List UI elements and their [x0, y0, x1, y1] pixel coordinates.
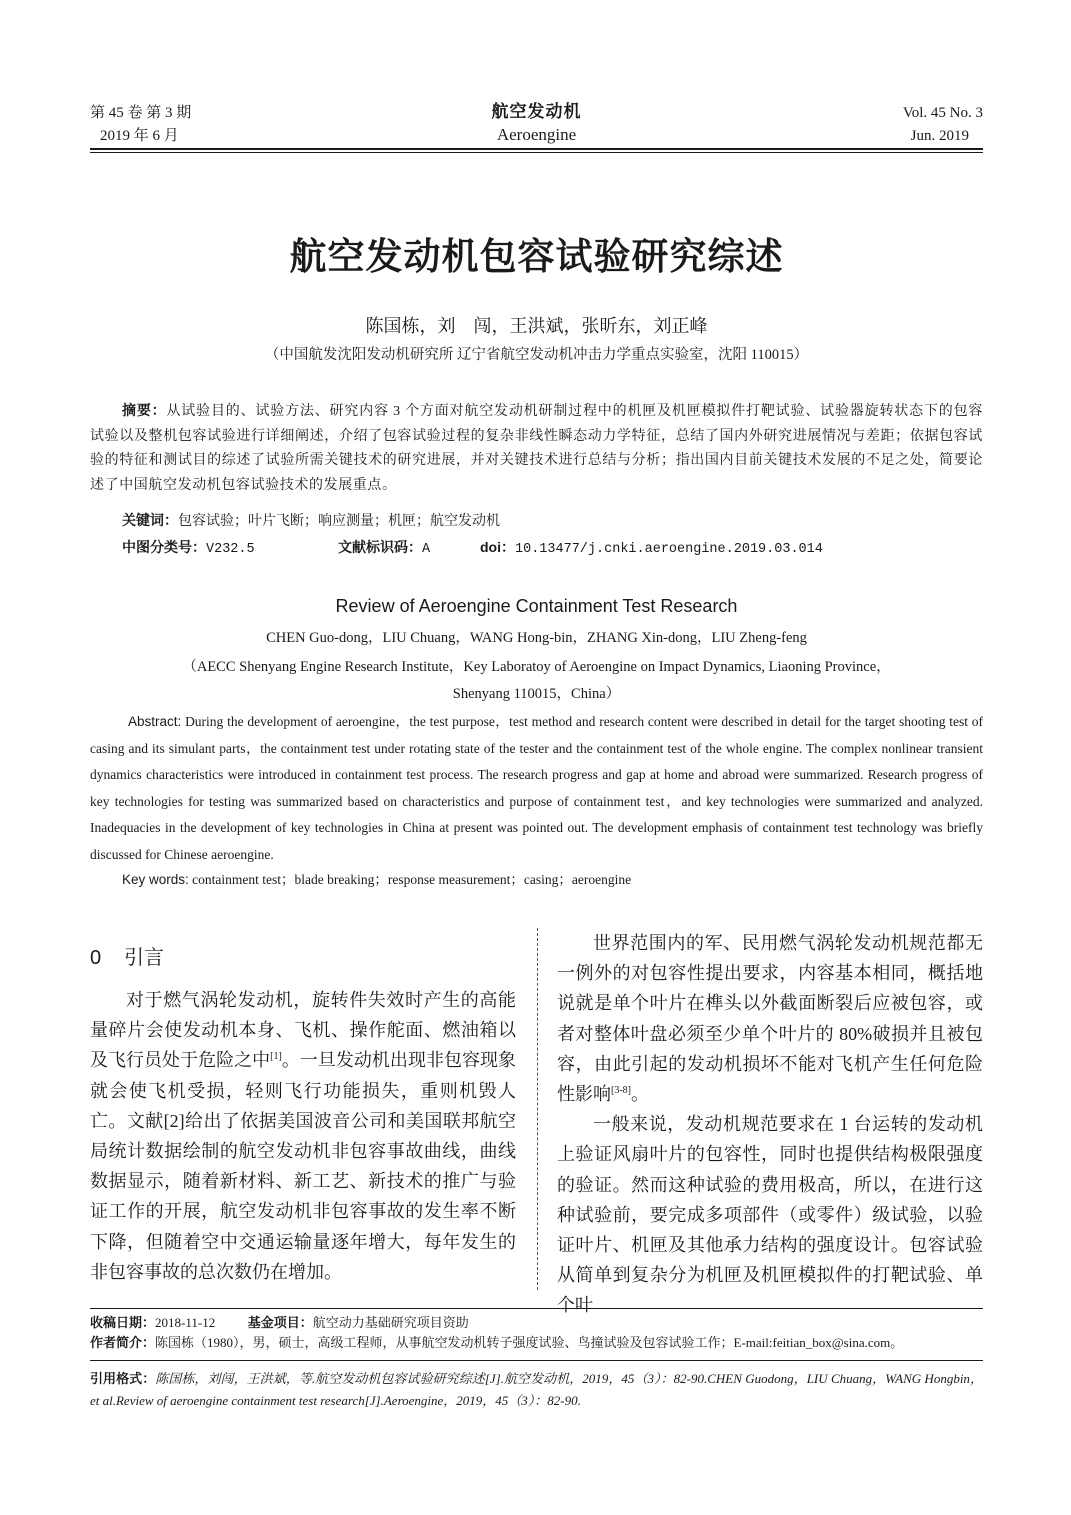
citation-ref[interactable]: [1]: [270, 1051, 282, 1063]
volume-issue-en: [903, 102, 983, 148]
keywords-cn-text: 包容试验；叶片飞断；响应测量；机匣；航空发动机: [178, 514, 500, 529]
abstract-en-label: Abstract:: [128, 714, 182, 729]
received-label: 收稿日期：: [90, 1315, 156, 1330]
affiliation-en-line2: Shenyang 110015，China）: [452, 686, 621, 702]
footnote-author: [90, 1333, 983, 1353]
journal-header: [90, 100, 983, 152]
paper-title-cn: 航空发动机包容试验研究综述: [289, 237, 784, 278]
keywords-en: [122, 868, 982, 888]
paragraph-text: 对于燃气涡轮发动机，旋转件失效时产生的高能量碎片会使发动机本身、飞机、操作舵面、燃油箱以及飞行员处于危险之中: [90, 990, 516, 1071]
volume-line: 第 45 卷 第 3 期: [90, 105, 192, 121]
paragraph-text-cont: 。一旦发动机出现非包容现象就会使飞机受损，轻则飞行功能损失，重则机毁人亡。文献[2]给出了依据美国波音公司和美国联邦航空局统计数据绘制的航空发动机非包容事故曲线，曲线数据显示，随着新材料、新工艺、新技术的推广与验证工作的开展，航空发动机非包容事故的发生率不断下降，但随着空中交通运输量逐年增大，每年发生的非包容事故的总次数仍在增加。: [90, 1050, 517, 1282]
clc-value: V232.5: [206, 542, 255, 557]
classification-line: [122, 537, 982, 559]
body-column-left: [90, 928, 516, 1287]
fund-label: 基金项目：: [247, 1315, 313, 1330]
citation-rule: [90, 1360, 983, 1361]
document-code-label: 文献标识码：: [338, 539, 422, 555]
keywords-en-text: containment test；blade breaking；response measurement；casing；aeroengine: [192, 872, 632, 887]
paper-title-en: Review of Aeroengine Containment Test Research: [335, 596, 738, 616]
author-bio-label: 作者简介：: [90, 1335, 156, 1350]
abstract-cn-text: 从试验目的、试验方法、研究内容 3 个方面对航空发动机研制过程中的机匣及机匣模拟件打靶试验、试验器旋转状态下的包容试验以及整机包容试验进行详细阐述，介绍了包容试验过程的复杂非线性瞬态动力学特征，总结了国内外研究进展情况与差距；依据包容试验的特征和测试目的综述了试验所需关键技术的研究进展，并对关键技术进行总结与分析；指出国内目前关键技术发展的不足之处，简要论述了中国航空发动机包容试验技术的发展重点。: [90, 404, 983, 493]
affiliation-en: [90, 654, 983, 708]
keywords-en-label: Key words:: [122, 872, 189, 887]
journal-name-cn: 航空发动机: [491, 102, 582, 121]
keywords-cn: [122, 510, 500, 530]
citation-format: [90, 1368, 983, 1412]
section-title: 引言: [124, 947, 164, 969]
date-line: 2019 年 6 月: [100, 128, 179, 144]
body-paragraph: [557, 928, 983, 1109]
abstract-en: [90, 709, 983, 868]
footnote-received-fund: [90, 1313, 983, 1333]
authors-en: CHEN Guo-dong，LIU Chuang，WANG Hong-bin，ZHANG Xin-dong，LIU Zheng-feng: [266, 630, 807, 646]
citation-label: 引用格式：: [90, 1371, 156, 1386]
clc-label: 中图分类号：: [122, 539, 206, 555]
document-code-value: A: [422, 542, 431, 557]
abstract-cn: [90, 398, 983, 498]
abstract-en-text: During the development of aeroengine，the test purpose，test method and research content were described in detail for the target shooting test of casing and its simulant parts，the containment test under rotating state of the tester and the containment test of the whole engine. The complex nonlinear transient dynamics characteristics were introduced in containment test process. The research progress and gap at home and abroad were summarized. Research progress of key technologies for testing was summarized based on characteristics and purpose of containment test，and key technologies were summarized and analyzed. Inadequacies in the development of key technologies in China at present was pointed out. The development emphasis of containment test technology was briefly discussed for Chinese aeroengine.: [90, 714, 984, 862]
journal-name: [90, 100, 983, 146]
header-rule: [90, 148, 983, 150]
journal-name-en: Aeroengine: [496, 125, 577, 144]
date-line-en: Jun. 2019: [910, 128, 969, 144]
section-heading: [90, 943, 516, 973]
header-rule-thin: [90, 152, 983, 153]
footnote-rule: [90, 1308, 983, 1309]
authors-cn: 陈国栋，刘 闯，王洪斌，张昕东，刘正峰: [365, 316, 708, 336]
body-paragraph: 一般来说，发动机规范要求在 1 台运转的发动机上验证风扇叶片的包容性，同时也提供结构极限强度的验证。然而这种试验的费用极高，所以，在进行这种试验前，要完成多项部件（或零件）级试验，以验证叶片、机匣及其他承力结构的强度设计。包容试验从简单到复杂分为机匣及机匣模拟件的打靶试验、单个叶: [557, 1114, 983, 1316]
abstract-cn-label: 摘要：: [122, 402, 167, 418]
author-bio-value: 陈国栋（1980），男，硕士，高级工程师，从事航空发动机转子强度试验、鸟撞试验及包容试验工作；E-mail:feitian_box@sina.com。: [155, 1335, 904, 1350]
affiliation-cn: （中国航发沈阳发动机研究所 辽宁省航空发动机冲击力学重点实验室，沈阳 110015）: [264, 347, 809, 363]
citation-ref[interactable]: [3-8]: [611, 1085, 631, 1097]
clc-code: [122, 537, 255, 557]
doi: [480, 537, 823, 557]
body-paragraph: [90, 985, 516, 1287]
fund-value: 航空动力基础研究项目资助: [312, 1315, 469, 1330]
keywords-cn-label: 关键词：: [122, 512, 178, 528]
paragraph-end: 。: [631, 1084, 649, 1105]
volume-line-en: Vol. 45 No. 3: [902, 105, 983, 121]
doi-label: doi：: [480, 539, 515, 555]
body-column-right: [557, 928, 983, 1321]
doi-value[interactable]: 10.13477/j.cnki.aeroengine.2019.03.014: [515, 542, 823, 557]
affiliation-en-line1: （AECC Shenyang Engine Research Institute，Key Laboratoy of Aeroengine on Impact Dynamics, Liaoning Province，: [182, 659, 891, 675]
paragraph-text: 世界范围内的军、民用燃气涡轮发动机规范都无一例外的对包容性提出要求，内容基本相同，概括地说就是单个叶片在榫头以外截面断裂后应被包容，或者对整体叶盘必须至少单个叶片的 80%破损并且被包容，由此引起的发动机损坏不能对飞机产生任何危险性影响: [557, 933, 983, 1105]
section-number: 0: [90, 947, 102, 969]
column-divider: [537, 928, 538, 1290]
document-code: [338, 537, 430, 557]
citation-value: 陈国栋，刘闯，王洪斌，等.航空发动机包容试验研究综述[J].航空发动机，2019，45（3）：82-90.CHEN Guodong，LIU Chuang，WANG Hongbin，et al.Review of aeroengine containment test research[J].Aeroengine，2019，45（3）：82-90.: [90, 1371, 983, 1408]
received-value: 2018-11-12: [155, 1315, 216, 1330]
